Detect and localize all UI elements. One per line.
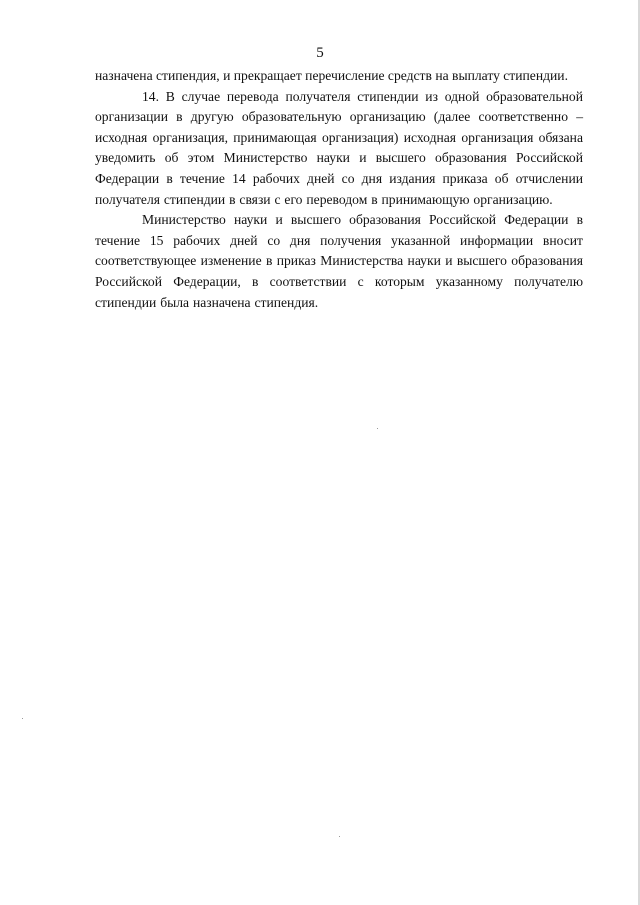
document-body xyxy=(95,66,583,313)
scan-speck xyxy=(339,836,340,837)
paragraph-clause-14: 14. В случае перевода получателя стипендии из одной образовательной организации в другую образовательную организацию (далее соответственно – исходная организация, принимающая организация) исходная организация обязана уведомить об этом Министерство науки и высшего образования Российской Федерации в течение 14 рабочих дней со дня издания приказа об отчислении получателя стипендии в связи с его переводом в принимающую организацию. xyxy=(95,88,583,207)
scan-speck xyxy=(22,718,23,719)
page-number: 5 xyxy=(316,45,324,61)
scan-speck xyxy=(377,428,378,429)
paragraph-ministry-order-change: Министерство науки и высшего образования Российской Федерации в течение 15 рабочих дней со дня получения указанной информации вносит соответствующее изменение в приказ Министерства науки и высшего образования Российской Федерации, в соответствии с которым указанному получателю стипендии была назначена стипендия. xyxy=(95,212,583,310)
paragraph-continuation: назначена стипендия, и прекращает перечисление средств на выплату стипендии. xyxy=(95,68,568,83)
